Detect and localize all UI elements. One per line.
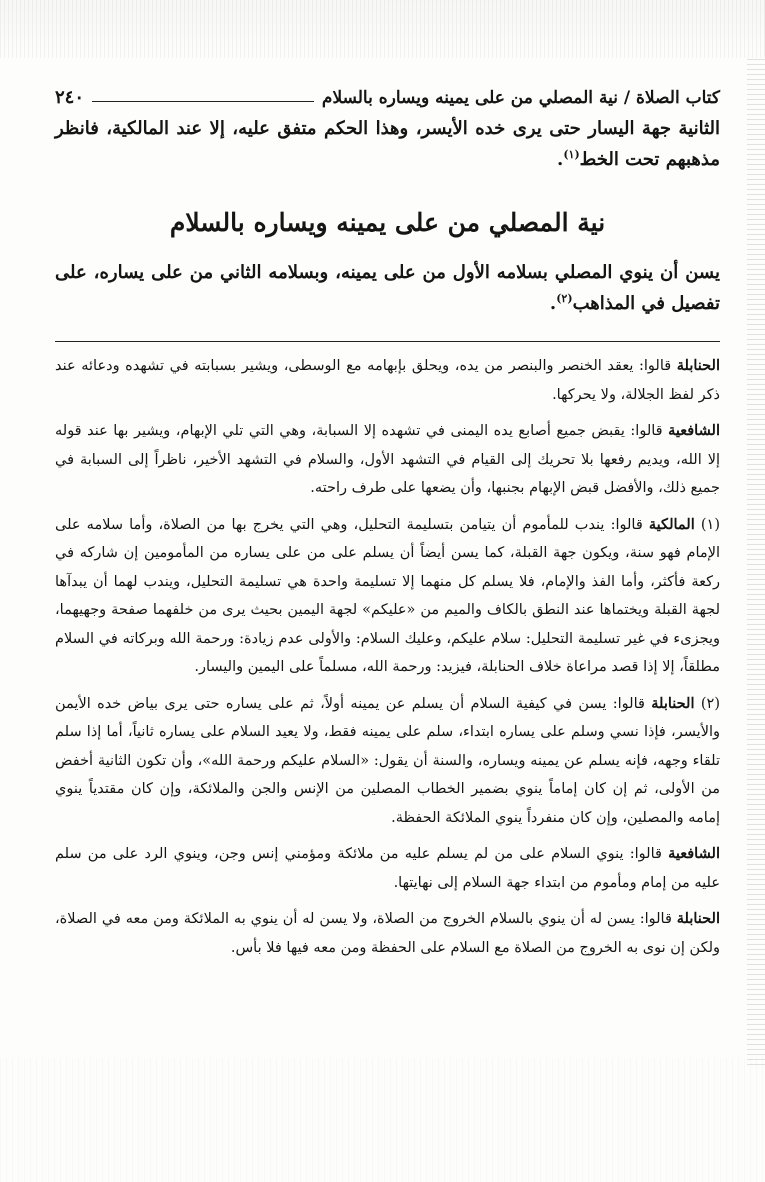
footnote-school-name: الحنابلة	[676, 910, 720, 927]
footnote-paragraph	[55, 840, 720, 897]
section-title: نية المصلي من على يمينه ويساره بالسلام	[169, 208, 606, 237]
intro-text: الثانية جهة اليسار حتى يرى خده الأيسر، وهذا الحكم متفق عليه، إلا عند المالكية، فانظر مذهبهم تحت الخط	[55, 118, 720, 170]
footnote-school-name: المالكية	[648, 515, 695, 533]
header-rule	[92, 101, 314, 102]
main-paragraph: يسن أن ينوي المصلي بسلامه الأول من على يمينه، وبسلامه الثاني من على يساره، على تفصيل في المذاهب$^{(٢)}$.	[55, 262, 720, 314]
footnote-separator	[55, 341, 720, 342]
main-footnote-ref: (٢)	[556, 292, 573, 305]
footnote-paragraph	[55, 690, 720, 833]
intro-paragraph: الثانية جهة اليسار حتى يرى خده الأيسر، وهذا الحكم متفق عليه، إلا عند المالكية، فانظر مذهبهم تحت الخط$^{(١)}$.	[55, 118, 720, 170]
scan-noise-top	[0, 0, 765, 58]
footnote-text: قالوا: يقبض جميع أصابع يده اليمنى في تشهده إلا السبابة، وهي التي تلي الإبهام، ويشير بها عند قوله إلا الله، ويديم رفعها بلا تحريك إلى القيام في التشهد الأول، والسلام في التشهد الأخير، ناظراً إلى السبابة في جميع ذلك، والأفضل قبض الإبهام بجنبها، وأن يضعها على طرف راحته.	[55, 423, 720, 496]
running-header	[55, 85, 720, 111]
footnote-school-name: الشافعية	[668, 422, 720, 439]
footnote-text: قالوا: يسن في كيفية السلام أن يسلم عن يمينه أولاً، ثم على يساره حتى يرى بياض خده الأيمن والأيسر، فإذا نسي وسلم على يساره ابتداء، سلم على يمينه فقط، ولا يعيد السلام على يساره ثانياً، أما إذا سلم تلقاء وجهه، فإنه يسلم عن يمينه ويساره، والسنة أن يقول: «السلام عليكم ورحمة الله»، وأن تكون الثانية أخفض من الأولى، ثم إن كان إماماً ينوي بضمير الخطاب المصلين من الإنس والجن والملائكة، وإن كان مقتدياً ينوي إمامه والمصلين، وإن كان منفرداً ينوي الملائكة الحفظة.	[55, 695, 720, 826]
footnote-school-name: الشافعية	[668, 845, 720, 862]
footnote-text: قالوا: يسن له أن ينوي بالسلام الخروج من الصلاة، ولا يسن له أن ينوي به الملائكة ومن معه في الصلاة، ولكن إن نوى به الخروج من الصلاة مع السلام على الحفظة ومن معه فيها فلا بأس.	[55, 911, 720, 956]
footnote-school-name: الحنابلة	[676, 357, 720, 374]
footnote-paragraph	[55, 417, 720, 503]
running-title: كتاب الصلاة / نية المصلي من على يمينه ويساره بالسلام	[321, 88, 720, 108]
footnote-text: قالوا: يندب للمأموم أن يتيامن بتسليمة التحليل، وهي التي يخرج بها من الصلاة، وأما سلامه على الإمام فهو سنة، ويكون جهة القبلة، كما يسن أيضاً أن يسلم على من على يساره من المأمومين إن شاركه في ركعة فأكثر، وأما الفذ والإمام، فلا يسلم كل منهما إلا تسليمة واحدة هي تسليمة التحليل، ويندب لهما أن يبدآها لجهة القبلة ويختماها عند النطق بالكاف والميم من «عليكم» لجهة اليمين بحيث يرى من خلفهما صفحة وجهيهما، ويجزىء في غير تسليمة التحليل: سلام عليكم، وعليك السلام: والأولى عدم زيادة: ورحمة الله وبركاته في السلام مطلقاً، إلا إذا قصد مراعاة خلاف الحنابلة، فيزيد: ورحمة الله، مسلماً على اليمين واليسار.	[55, 516, 720, 675]
footnote-text: قالوا: ينوي السلام على من لم يسلم عليه من ملائكة ومؤمني إنس وجن، وينوي الرد على من سلم عليه من إمام ومأموم من ابتداء جهة السلام إلى نهايتها.	[55, 846, 720, 891]
footnote-marker: (٢)	[694, 695, 720, 712]
scan-noise-bottom	[0, 1058, 765, 1182]
footnote-school-name: الحنابلة	[651, 694, 695, 712]
footnote-marker: (١)	[694, 516, 720, 533]
footnote-paragraph	[55, 352, 720, 409]
intro-footnote-ref: (١)	[563, 148, 580, 161]
footnote-paragraph	[55, 905, 720, 962]
footnotes	[55, 352, 720, 962]
footnote-text: قالوا: يعقد الخنصر والبنصر من يده، ويحلق بإبهامه مع الوسطى، ويشير بسبابته في تشهده ودعائه عند ذكر لفظ الجلالة، ولا يحركها.	[55, 358, 720, 403]
page-number: ٢٤٠	[55, 87, 85, 108]
scan-noise-right	[747, 55, 765, 1065]
main-text: يسن أن ينوي المصلي بسلامه الأول من على يمينه، وبسلامه الثاني من على يساره، على تفصيل في المذاهب	[55, 262, 720, 314]
page-content	[55, 85, 720, 970]
footnote-paragraph	[55, 511, 720, 682]
